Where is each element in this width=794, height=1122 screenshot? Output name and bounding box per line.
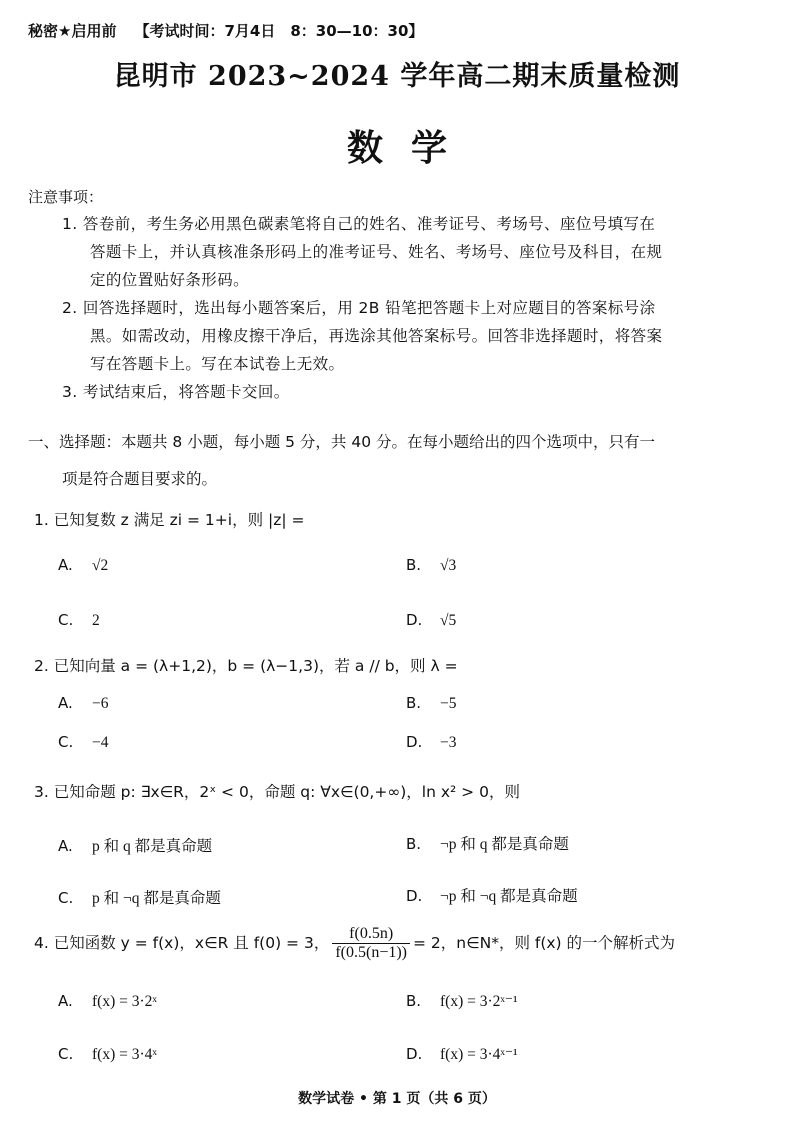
notice-item-2-line-3: 写在答题卡上。写在本试卷上无效。 xyxy=(90,355,345,373)
q3-option-b: B. ¬p 和 q 都是真命题 xyxy=(406,835,569,853)
notice-item-1-line-3: 定的位置贴好条形码。 xyxy=(90,271,250,289)
q1-option-d: D. √5 xyxy=(406,611,457,629)
subject-title: 数学 xyxy=(346,127,475,169)
notice-heading: 注意事项： xyxy=(28,188,104,206)
secret-label: 秘密★启用前 xyxy=(28,22,117,40)
q4-option-d: D. f(x) = 3·4ˣ⁻¹ xyxy=(406,1045,518,1063)
q2-option-c: C. −4 xyxy=(58,733,109,751)
q2-option-d: D. −3 xyxy=(406,733,457,751)
page-footer: 数学试卷 • 第 1 页（共 6 页） xyxy=(298,1091,496,1107)
notice-item-1-line-1: 1. 答卷前，考生务必用黑色碳素笔将自己的姓名、准考证号、考场号、座位号填写在 xyxy=(62,215,656,233)
q1-option-c: C. 2 xyxy=(58,611,100,629)
q1-option-b: B. √3 xyxy=(406,556,457,574)
q3-option-a: A. p 和 q 都是真命题 xyxy=(58,837,213,855)
q2-option-b: B. −5 xyxy=(406,694,457,712)
question-4: 4. 已知函数 y = f(x)，x∈R 且 f(0) = 3， $\frac{f(0.5n)}{f(0.5(n-1))}$ = 2，n∈N*，则 f(x) 的一个解析式为 xyxy=(34,925,676,961)
q4-option-b: B. f(x) = 3·2ˣ⁻¹ xyxy=(406,992,518,1010)
q1-option-a: A. √2 xyxy=(58,556,109,574)
section-heading-cont: 项是符合题目要求的。 xyxy=(62,470,218,488)
q3-option-d: D. ¬p 和 ¬q 都是真命题 xyxy=(406,887,578,905)
notice-item-3-line-1: 3. 考试结束后，将答题卡交回。 xyxy=(62,383,290,401)
notice-item-1-line-2: 答题卡上，并认真核准条形码上的准考证号、姓名、考场号、座位号及科目，在规 xyxy=(90,243,663,261)
q4-option-c: C. f(x) = 3·4ˣ xyxy=(58,1045,157,1063)
exam-header xyxy=(28,20,423,41)
notice-item-2-line-2: 黑。如需改动，用橡皮擦干净后，再选涂其他答案标号。回答非选择题时，将答案 xyxy=(90,327,663,345)
q4-fraction: $\frac{f(0.5n)}{f(0.5(n-1))}$ xyxy=(332,925,410,962)
q3-option-c: C. p 和 ¬q 都是真命题 xyxy=(58,889,221,907)
q2-option-a: A. −6 xyxy=(58,694,109,712)
notice-item-2-line-1: 2. 回答选择题时，选出每小题答案后，用 2B 铅笔把答题卡上对应题目的答案标号涂 xyxy=(62,299,656,317)
question-3: 3. 已知命题 p: ∃x∈R，2ˣ < 0，命题 q: ∀x∈(0,+∞)，ln x² > 0，则 xyxy=(34,783,520,801)
exam-title: 昆明市 2023~2024 学年高二期末质量检测 xyxy=(113,61,681,92)
question-2: 2. 已知向量 a = (λ+1,2)，b = (λ−1,3)，若 a // b，则 λ = xyxy=(34,657,458,675)
exam-time: 【考试时间：7月4日 8：30—10：30】 xyxy=(134,22,424,40)
section-heading: 一、选择题：本题共 8 小题，每小题 5 分，共 40 分。在每小题给出的四个选项中，只有一 xyxy=(28,433,656,451)
q4-option-a: A. f(x) = 3·2ˣ xyxy=(58,992,157,1010)
question-1: 1. 已知复数 z 满足 zi = 1+i，则 |z| = xyxy=(34,511,305,529)
